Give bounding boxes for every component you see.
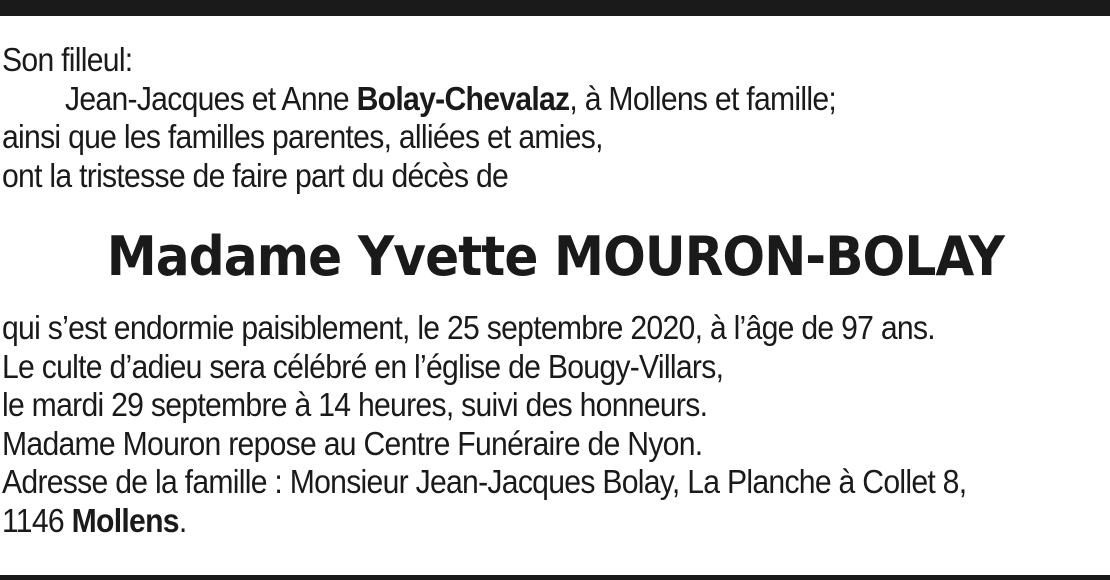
- intro-line: Son filleul:: [2, 42, 133, 79]
- deceased-name: Madame Yvette MOURON-BOLAY: [106, 225, 1004, 288]
- family-prefix: Jean-Jacques et Anne: [65, 80, 357, 118]
- relatives-line: ainsi que les familles parentes, alliées et amies,: [2, 119, 603, 156]
- family-surname: Bolay-Chevalaz: [356, 80, 570, 118]
- details-line-5: Adresse de la famille : Monsieur Jean-Jacques Bolay, La Planche à Collet 8,: [2, 464, 967, 501]
- details-line-4: Madame Mouron repose au Centre Funéraire de Nyon.: [2, 425, 703, 463]
- family-suffix: , à Mollens et famille;: [569, 80, 837, 118]
- details-line-1: qui s’est endormie paisiblement, le 25 septembre 2020, à l’âge de 97 ans.: [2, 310, 935, 347]
- notice-details: [2, 310, 997, 541]
- bottom-border-bar: [0, 575, 1110, 580]
- end-punctuation: .: [178, 502, 187, 540]
- deceased-name-heading: [0, 222, 1110, 292]
- postcode: 1146: [2, 502, 72, 540]
- address-line: [2, 503, 997, 542]
- town-name: Mollens: [71, 502, 179, 540]
- details-line-3: le mardi 29 septembre à 14 heures, suivi des honneurs.: [2, 387, 708, 424]
- family-line: [2, 81, 997, 120]
- announcement-line: ont la tristesse de faire part du décès de: [2, 157, 509, 195]
- top-border-bar: [0, 0, 1110, 16]
- notice-intro: [2, 42, 997, 196]
- details-line-2: Le culte d’adieu sera célébré en l’église de Bougy-Villars,: [2, 348, 724, 386]
